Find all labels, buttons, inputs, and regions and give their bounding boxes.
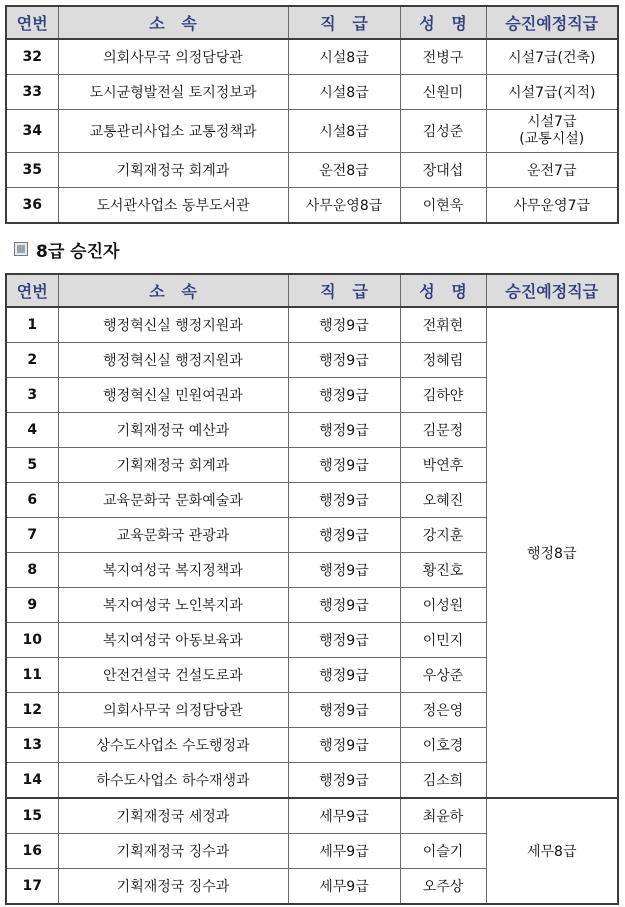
row-number: 14 [6,763,58,799]
row-department: 기획재정국 세정과 [58,798,288,834]
header-number: 연번 [6,274,58,307]
row-department: 상수도사업소 수도행정과 [58,728,288,763]
table-header-row [6,6,618,39]
row-department: 복지여성국 노인복지과 [58,588,288,623]
row-name: 우상준 [400,658,486,693]
row-grade: 세무9급 [288,798,400,834]
row-number: 8 [6,553,58,588]
header-grade: 직 급 [288,274,400,307]
row-name: 이슬기 [400,834,486,869]
row-name: 박연후 [400,448,486,483]
row-grade: 행정9급 [288,658,400,693]
row-department: 행정혁신실 행정지원과 [58,343,288,378]
row-number: 5 [6,448,58,483]
row-department: 기획재정국 회계과 [58,153,288,188]
row-grade: 시설8급 [288,75,400,110]
row-number: 11 [6,658,58,693]
row-department: 의회사무국 의정담당관 [58,693,288,728]
header-department: 소 속 [58,6,288,39]
group-target-grade-admin: 행정8급 [486,307,618,798]
row-number: 10 [6,623,58,658]
row-target-grade: 사무운영7급 [486,188,618,224]
row-grade: 행정9급 [288,553,400,588]
target-grade-line1: 시설7급 [527,114,577,130]
row-number: 7 [6,518,58,553]
row-grade: 행정9급 [288,448,400,483]
table-row [6,153,618,188]
row-grade: 행정9급 [288,588,400,623]
row-department: 교육문화국 관광과 [58,518,288,553]
row-name: 오주상 [400,869,486,905]
table-row [6,307,618,343]
header-grade: 직 급 [288,6,400,39]
row-grade: 행정9급 [288,518,400,553]
row-department: 의회사무국 의정담당관 [58,39,288,75]
row-name: 이현욱 [400,188,486,224]
row-grade: 행정9급 [288,693,400,728]
table-row [6,39,618,75]
row-department: 기획재정국 회계과 [58,448,288,483]
row-grade: 행정9급 [288,623,400,658]
row-grade: 행정9급 [288,413,400,448]
row-name: 정은영 [400,693,486,728]
row-number: 6 [6,483,58,518]
row-name: 이민지 [400,623,486,658]
header-number: 연번 [6,6,58,39]
row-target-grade [486,110,618,153]
promotion-table-8th-grade [5,273,619,905]
row-name: 오혜진 [400,483,486,518]
row-number: 16 [6,834,58,869]
row-name: 이호경 [400,728,486,763]
row-name: 김성준 [400,110,486,153]
row-number: 1 [6,307,58,343]
row-number: 15 [6,798,58,834]
row-grade: 행정9급 [288,728,400,763]
row-grade: 사무운영8급 [288,188,400,224]
row-grade: 세무9급 [288,834,400,869]
row-number: 35 [6,153,58,188]
row-number: 32 [6,39,58,75]
row-grade: 운전8급 [288,153,400,188]
header-name: 성 명 [400,274,486,307]
table-header-row [6,274,618,307]
row-department: 교육문화국 문화예술과 [58,483,288,518]
header-name: 성 명 [400,6,486,39]
section-heading [14,237,119,261]
row-grade: 세무9급 [288,869,400,905]
target-grade-line2: (교통시설) [519,131,585,147]
row-target-grade: 시설7급(건축) [486,39,618,75]
row-department: 기획재정국 예산과 [58,413,288,448]
row-department: 복지여성국 복지정책과 [58,553,288,588]
header-target-grade: 승진예정직급 [486,274,618,307]
row-name: 최윤하 [400,798,486,834]
row-name: 신원미 [400,75,486,110]
row-name: 김하얀 [400,378,486,413]
row-number: 4 [6,413,58,448]
row-department: 기획재정국 징수과 [58,869,288,905]
row-name: 정혜림 [400,343,486,378]
row-number: 12 [6,693,58,728]
row-name: 김소희 [400,763,486,799]
table-row [6,110,618,153]
row-department: 도서관사업소 동부도서관 [58,188,288,224]
row-number: 2 [6,343,58,378]
row-number: 3 [6,378,58,413]
row-department: 안전건설국 건설도로과 [58,658,288,693]
group-target-grade-tax: 세무8급 [486,798,618,904]
square-bullet-icon [14,242,28,256]
row-grade: 행정9급 [288,483,400,518]
row-grade: 시설8급 [288,110,400,153]
row-name: 김문정 [400,413,486,448]
row-name: 장대섭 [400,153,486,188]
row-number: 36 [6,188,58,224]
promotion-table-7th-grade [5,5,619,224]
header-target-grade: 승진예정직급 [486,6,618,39]
row-name: 전병구 [400,39,486,75]
row-name: 이성원 [400,588,486,623]
row-name: 강지훈 [400,518,486,553]
row-name: 전휘현 [400,307,486,343]
header-department: 소 속 [58,274,288,307]
row-number: 9 [6,588,58,623]
row-name: 황진호 [400,553,486,588]
row-department: 행정혁신실 민원여권과 [58,378,288,413]
row-number: 34 [6,110,58,153]
row-department: 교통관리사업소 교통정책과 [58,110,288,153]
row-grade: 행정9급 [288,343,400,378]
section-title: 8급 승진자 [36,241,120,262]
row-department: 하수도사업소 하수재생과 [58,763,288,799]
row-number: 17 [6,869,58,905]
row-target-grade: 운전7급 [486,153,618,188]
row-department: 복지여성국 아동보육과 [58,623,288,658]
table-row [6,188,618,224]
row-grade: 행정9급 [288,378,400,413]
row-grade: 행정9급 [288,763,400,799]
row-number: 33 [6,75,58,110]
row-department: 도시균형발전실 토지정보과 [58,75,288,110]
row-grade: 시설8급 [288,39,400,75]
row-number: 13 [6,728,58,763]
row-department: 행정혁신실 행정지원과 [58,307,288,343]
row-target-grade: 시설7급(지적) [486,75,618,110]
row-grade: 행정9급 [288,307,400,343]
row-department: 기획재정국 징수과 [58,834,288,869]
table-row [6,75,618,110]
table-row [6,798,618,834]
